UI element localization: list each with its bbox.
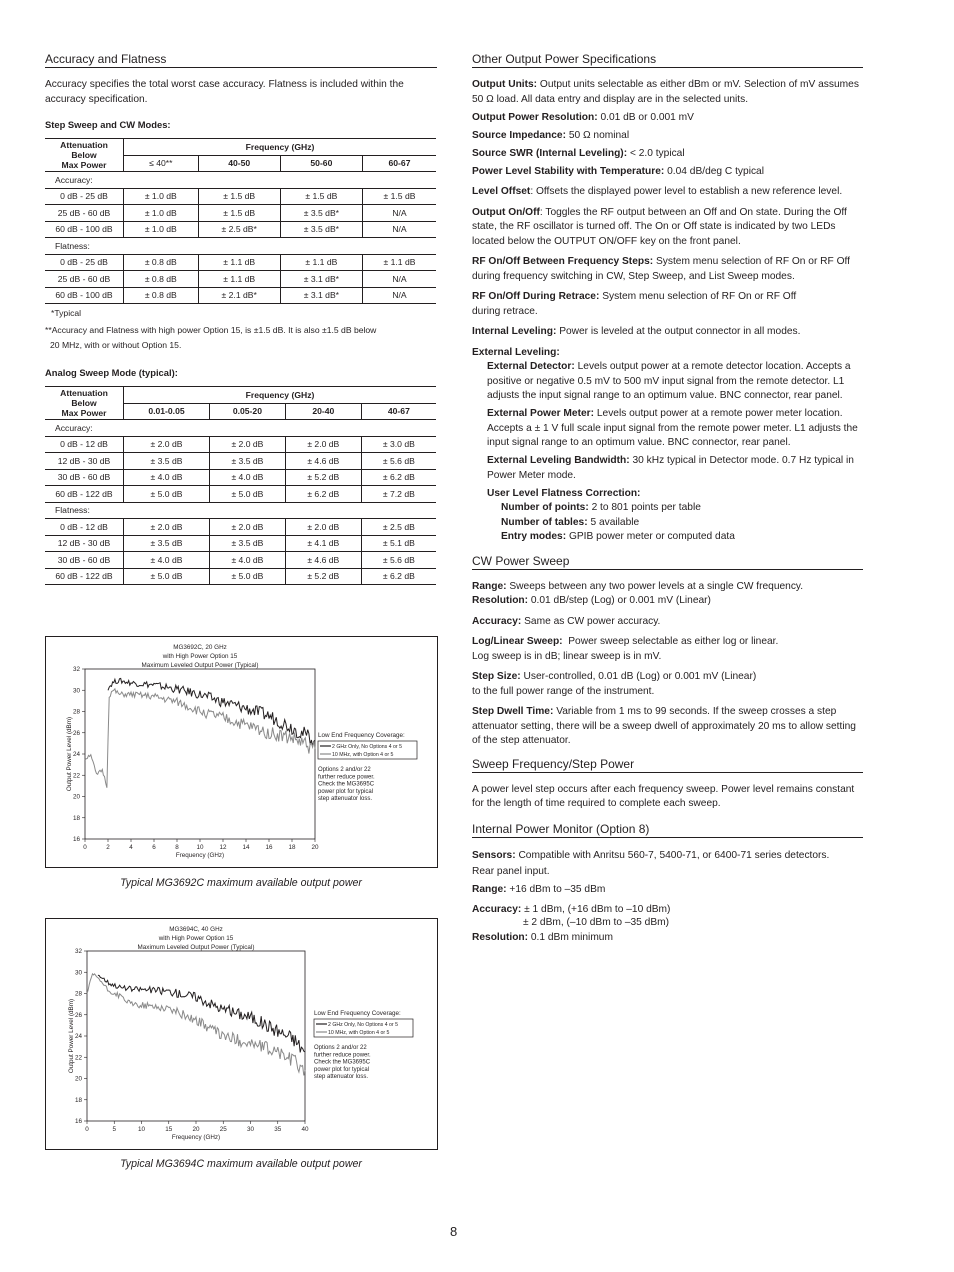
x-tick-label: 4 bbox=[129, 844, 133, 851]
note-double-star: **Accuracy and Flatness with high power Option 15, is ±1.5 dB. It is also ±1.5 dB below 20 MHz, with or without Option 15. bbox=[45, 325, 377, 350]
table-cell: N/A bbox=[362, 287, 436, 304]
other-output-heading: Other Output Power Specifications bbox=[472, 52, 863, 68]
table-cell: ± 5.0 dB bbox=[124, 486, 210, 503]
group-label: Flatness: bbox=[45, 502, 436, 519]
left-column bbox=[45, 52, 437, 585]
y-tick-label: 22 bbox=[72, 772, 80, 780]
external-leveling-label: External Leveling: bbox=[472, 346, 560, 358]
table-cell: ± 5.6 dB bbox=[361, 453, 436, 470]
col-header: 40-50 bbox=[198, 155, 280, 172]
table-row bbox=[45, 535, 436, 552]
power-monitor-heading: Internal Power Monitor (Option 8) bbox=[472, 822, 863, 838]
table-row bbox=[45, 519, 436, 536]
y-tick-label: 26 bbox=[72, 729, 80, 737]
cw-power-sweep-heading: CW Power Sweep bbox=[472, 554, 863, 570]
external-detector: External Detector: Levels output power at a remote detector location. Accepts a positive or negative 0.5 mV to 500 mV input signal from the remote detector. L1 adjusts the input signal range to an optimum value. BNC connector, rear panel. bbox=[487, 361, 851, 401]
table-row bbox=[45, 469, 436, 486]
chart-note-line: Check the MG3695C bbox=[314, 1059, 371, 1066]
y-tick-label: 24 bbox=[72, 751, 80, 758]
accuracy-intro: Accuracy specifies the total worst case accuracy. Flatness is included within the accuracy specification. bbox=[45, 79, 404, 105]
chart-title-line: Maximum Leveled Output Power (Typical) bbox=[141, 662, 259, 669]
y-tick-label: 26 bbox=[74, 1011, 82, 1019]
group-label: Flatness: bbox=[45, 238, 436, 255]
cw-resolution: Resolution: 0.01 dB/step (Log) or 0.001 mV (Linear) bbox=[472, 595, 711, 606]
col-header: 60-67 bbox=[362, 155, 436, 172]
level-offset: Level Offset: Offsets the displayed power level to establish a new reference level. bbox=[472, 186, 843, 197]
step-sweep-heading: Step Sweep and CW Modes: bbox=[45, 119, 171, 130]
chart-note-line: step attenuator loss. bbox=[314, 1074, 369, 1081]
col-header: ≤ 40** bbox=[124, 155, 199, 172]
chart-mg3692c-svg bbox=[46, 637, 437, 867]
table-cell: ± 2.5 dB* bbox=[198, 221, 280, 238]
x-tick-label: 15 bbox=[165, 1126, 173, 1133]
x-tick-label: 12 bbox=[219, 844, 227, 851]
row-label: 0 dB - 12 dB bbox=[45, 436, 124, 453]
source-impedance: Source Impedance: 50 Ω nominal bbox=[472, 129, 630, 141]
table-cell: ± 2.0 dB bbox=[124, 519, 210, 536]
legend-item: 2 GHz Only, No Options 4 or 5 bbox=[328, 1022, 398, 1028]
row-label: 12 dB - 30 dB bbox=[45, 535, 124, 552]
x-tick-label: 14 bbox=[242, 844, 250, 851]
row-label: 0 dB - 12 dB bbox=[45, 519, 124, 536]
table-cell: ± 1.5 dB bbox=[198, 188, 280, 205]
sweep-frequency-text: A power level step occurs after each frequency sweep. Power level remains constant for the length of time required to complete each sweep. bbox=[472, 783, 855, 809]
table-cell: ± 3.1 dB* bbox=[280, 287, 362, 304]
x-tick-label: 20 bbox=[192, 1126, 200, 1133]
row-label: 30 dB - 60 dB bbox=[45, 552, 124, 569]
series-line-0 bbox=[98, 975, 305, 1052]
table-row bbox=[45, 205, 436, 222]
y-tick-label: 16 bbox=[72, 836, 80, 843]
table-cell: N/A bbox=[362, 271, 436, 288]
table-row bbox=[45, 271, 436, 288]
table-cell: ± 5.0 dB bbox=[209, 568, 285, 585]
accuracy-heading: Accuracy and Flatness bbox=[45, 52, 437, 68]
table-row bbox=[45, 436, 436, 453]
analog-sweep-table bbox=[45, 386, 436, 585]
y-tick-label: 32 bbox=[74, 948, 82, 955]
legend-title: Low End Frequency Coverage: bbox=[314, 1010, 401, 1017]
right-column bbox=[472, 52, 863, 949]
table-cell: ± 2.0 dB bbox=[285, 519, 361, 536]
chart-note-line: power plot for typical bbox=[314, 1066, 370, 1073]
sweep-frequency-heading: Sweep Frequency/Step Power bbox=[472, 757, 863, 773]
y-tick-label: 28 bbox=[72, 708, 80, 716]
step-dwell-time: Step Dwell Time: Variable from 1 ms to 99 seconds. If the sweep crosses a step attenuator setting, there will be a sweep dwell of approximately 20 ms to allow setting of the step attenuator. bbox=[472, 706, 856, 746]
y-tick-label: 30 bbox=[74, 969, 82, 977]
x-axis-label: Frequency (GHz) bbox=[171, 1134, 221, 1141]
x-axis-label: Frequency (GHz) bbox=[175, 852, 225, 859]
number-of-points: Number of points: 2 to 801 points per table bbox=[501, 502, 701, 513]
plot-frame bbox=[87, 951, 305, 1121]
table-cell: ± 2.0 dB bbox=[285, 436, 361, 453]
source-swr: Source SWR (Internal Leveling): < 2.0 typical bbox=[472, 147, 685, 159]
table-cell: ± 4.0 dB bbox=[209, 469, 285, 486]
table-cell: ± 5.0 dB bbox=[209, 486, 285, 503]
col-header: 20-40 bbox=[285, 403, 361, 420]
table-cell: ± 3.1 dB* bbox=[280, 271, 362, 288]
table-cell: ± 4.6 dB bbox=[285, 453, 361, 470]
table-cell: ± 0.8 dB bbox=[124, 271, 199, 288]
col-header: 50-60 bbox=[280, 155, 362, 172]
table-cell: ± 4.0 dB bbox=[124, 469, 210, 486]
group-label: Accuracy: bbox=[45, 172, 436, 189]
x-tick-label: 25 bbox=[219, 1126, 227, 1133]
group-label: Accuracy: bbox=[45, 420, 436, 437]
x-tick-label: 10 bbox=[137, 1126, 146, 1133]
row-label: 60 dB - 100 dB bbox=[45, 221, 124, 238]
external-leveling-bandwidth: External Leveling Bandwidth: 30 kHz typical in Detector mode. 0.7 Hz typical in Power Meter mode. bbox=[487, 455, 854, 481]
chart-note-line: Options 2 and/or 22 bbox=[314, 1045, 367, 1051]
output-resolution: Output Power Resolution: 0.01 dB or 0.001 mV bbox=[472, 111, 694, 123]
table-cell: ± 2.0 dB bbox=[209, 519, 285, 536]
legend-title: Low End Frequency Coverage: bbox=[318, 732, 405, 739]
y-axis-label: Output Power Level (dBm) bbox=[66, 716, 73, 792]
table-cell: ± 6.2 dB bbox=[361, 469, 436, 486]
chart-title-line: MG3692C, 20 GHz bbox=[173, 644, 227, 651]
table-cell: ± 4.6 dB bbox=[285, 552, 361, 569]
table-row bbox=[45, 552, 436, 569]
page-number: 8 bbox=[450, 1224, 458, 1239]
table-cell: ± 3.0 dB bbox=[361, 436, 436, 453]
chart-note-line: Check the MG3695C bbox=[318, 781, 375, 788]
y-tick-label: 24 bbox=[74, 1033, 82, 1040]
analog-sweep-heading: Analog Sweep Mode (typical): bbox=[45, 367, 178, 378]
table-cell: ± 4.0 dB bbox=[209, 552, 285, 569]
table-cell: ± 3.5 dB* bbox=[280, 205, 362, 222]
table-cell: ± 7.2 dB bbox=[361, 486, 436, 503]
caption-mg3694c: Typical MG3694C maximum available output power bbox=[120, 1158, 362, 1170]
col-header: 40-67 bbox=[361, 403, 436, 420]
x-tick-label: 40 bbox=[301, 1126, 309, 1133]
table-cell: ± 1.0 dB bbox=[124, 188, 199, 205]
row-label: 60 dB - 122 dB bbox=[45, 568, 124, 585]
entry-modes: Entry modes: GPIB power meter or computed data bbox=[501, 531, 735, 542]
table-cell: ± 2.0 dB bbox=[124, 436, 210, 453]
log-linear-sweep: Log/Linear Sweep: Power sweep selectable as either log or linear. Log sweep is in dB; linear sweep is in mV. bbox=[472, 636, 779, 662]
monitor-accuracy: Accuracy: ± 1 dBm, (+16 dBm to –10 dBm) ± 2 dBm, (–10 dBm to –35 dBm) bbox=[472, 903, 671, 928]
internal-leveling: Internal Leveling: Power is leveled at the output connector in all modes. bbox=[472, 326, 801, 337]
table-cell: ± 3.5 dB bbox=[124, 535, 210, 552]
chart-note-line: Options 2 and/or 22 bbox=[318, 767, 371, 773]
table-row bbox=[45, 221, 436, 238]
legend-item: 10 MHz, with Option 4 or 5 bbox=[328, 1030, 390, 1036]
chart-mg3692c bbox=[45, 636, 438, 868]
table-row bbox=[45, 486, 436, 503]
table-cell: ± 3.5 dB bbox=[209, 453, 285, 470]
chart-note-line: further reduce power. bbox=[318, 774, 375, 781]
y-tick-label: 32 bbox=[72, 666, 80, 673]
chart-note-line: further reduce power. bbox=[314, 1052, 371, 1059]
step-size: Step Size: User-controlled, 0.01 dB (Log) or 0.001 mV (Linear) to the full power range of the instrument. bbox=[472, 671, 757, 697]
external-power-meter: External Power Meter: Levels output power at a remote power meter location. Accepts a ± 1 V full scale input signal from the remote power meter. L1 adjusts the input signal range to an optimum value. BNC connector, rear panel. bbox=[487, 408, 858, 448]
x-tick-label: 35 bbox=[274, 1126, 282, 1133]
y-tick-label: 18 bbox=[72, 814, 80, 822]
rf-onoff-steps: RF On/Off Between Frequency Steps: System menu selection of RF On or RF Off during frequency switching in CW, Step Sweep, and List Sweep modes. bbox=[472, 256, 850, 282]
row-label: 60 dB - 100 dB bbox=[45, 287, 124, 304]
table-cell: ± 5.6 dB bbox=[361, 552, 436, 569]
row-label: 0 dB - 25 dB bbox=[45, 254, 124, 271]
x-tick-label: 20 bbox=[311, 844, 319, 851]
table-cell: ± 1.0 dB bbox=[124, 205, 199, 222]
y-tick-label: 20 bbox=[72, 793, 80, 801]
table-row bbox=[45, 453, 436, 470]
table-cell: ± 2.1 dB* bbox=[198, 287, 280, 304]
attenuation-header: Attenuation Below Max Power bbox=[45, 387, 124, 420]
row-label: 12 dB - 30 dB bbox=[45, 453, 124, 470]
row-label: 0 dB - 25 dB bbox=[45, 188, 124, 205]
x-tick-label: 18 bbox=[288, 844, 296, 851]
table-row bbox=[45, 188, 436, 205]
monitor-resolution: Resolution: 0.1 dBm minimum bbox=[472, 931, 613, 943]
series-line-1 bbox=[87, 974, 305, 1076]
legend-item: 10 MHz, with Option 4 or 5 bbox=[332, 752, 394, 758]
frequency-header: Frequency (GHz) bbox=[124, 139, 437, 156]
row-label: 30 dB - 60 dB bbox=[45, 469, 124, 486]
row-label: 25 dB - 60 dB bbox=[45, 205, 124, 222]
note-typical: *Typical bbox=[51, 308, 82, 318]
x-tick-label: 10 bbox=[196, 844, 204, 851]
table-cell: N/A bbox=[362, 205, 436, 222]
rf-onoff-retrace: RF On/Off During Retrace: System menu selection of RF On or RF Off during retrace. bbox=[472, 291, 797, 317]
legend-item: 2 GHz Only, No Options 4 or 5 bbox=[332, 744, 402, 750]
chart-mg3694c-svg bbox=[46, 919, 437, 1149]
monitor-range: Range: +16 dBm to –35 dBm bbox=[472, 884, 606, 895]
table-cell: ± 1.5 dB bbox=[198, 205, 280, 222]
table-cell: ± 5.2 dB bbox=[285, 469, 361, 486]
x-tick-label: 2 bbox=[106, 844, 110, 851]
cw-accuracy: Accuracy: Same as CW power accuracy. bbox=[472, 615, 661, 627]
chart-title-line: Maximum Leveled Output Power (Typical) bbox=[137, 944, 255, 951]
x-tick-label: 5 bbox=[112, 1126, 117, 1133]
table-cell: ± 4.0 dB bbox=[124, 552, 210, 569]
power-stability: Power Level Stability with Temperature: 0.04 dB/deg C typical bbox=[472, 165, 764, 177]
table-cell: ± 5.0 dB bbox=[124, 568, 210, 585]
table-cell: ± 3.5 dB* bbox=[280, 221, 362, 238]
table-cell: ± 1.0 dB bbox=[124, 221, 199, 238]
number-of-tables: Number of tables: 5 available bbox=[501, 516, 640, 528]
chart-mg3694c bbox=[45, 918, 438, 1150]
table-row bbox=[45, 254, 436, 271]
x-tick-label: 16 bbox=[265, 844, 273, 851]
series-line-0 bbox=[108, 678, 315, 746]
chart-note-line: step attenuator loss. bbox=[318, 796, 373, 803]
x-tick-label: 0 bbox=[83, 844, 87, 851]
table-cell: ± 1.1 dB bbox=[362, 254, 436, 271]
chart-title-line: with High Power Option 15 bbox=[158, 935, 234, 942]
step-sweep-table bbox=[45, 138, 436, 304]
y-tick-label: 28 bbox=[74, 990, 82, 998]
cw-range: Range: Sweeps between any two power levels at a single CW frequency. bbox=[472, 580, 804, 592]
table-cell: ± 1.1 dB bbox=[198, 271, 280, 288]
row-label: 60 dB - 122 dB bbox=[45, 486, 124, 503]
table-cell: ± 4.1 dB bbox=[285, 535, 361, 552]
table-cell: ± 5.2 dB bbox=[285, 568, 361, 585]
col-header: 0.01-0.05 bbox=[124, 403, 210, 420]
x-tick-label: 0 bbox=[85, 1126, 89, 1133]
table-cell: ± 6.2 dB bbox=[285, 486, 361, 503]
sensors: Sensors: Compatible with Anritsu 560-7, 5400-71, or 6400-71 series detectors. Rear panel input. bbox=[472, 849, 830, 877]
y-tick-label: 30 bbox=[72, 687, 80, 695]
output-units: Output Units: Output units selectable as either dBm or mV. Selection of mV assumes 50 Ω load. All data entry and display are in the selected units. bbox=[472, 79, 859, 105]
table-cell: ± 2.0 dB bbox=[209, 436, 285, 453]
table-cell: ± 3.5 dB bbox=[209, 535, 285, 552]
y-tick-label: 18 bbox=[74, 1096, 82, 1104]
table-cell: ± 1.1 dB bbox=[198, 254, 280, 271]
table-cell: ± 1.5 dB bbox=[280, 188, 362, 205]
series-line-1 bbox=[85, 689, 315, 788]
output-onoff: Output On/Off: Toggles the RF output between an Off and On state. During the Off state, the RF oscillator is turned off. The On or Off state is indicated by two LEDs located below the OUTPUT ON/OFF key on the front panel. bbox=[472, 206, 847, 247]
attenuation-header: Attenuation Below Max Power bbox=[45, 139, 124, 172]
y-axis-label: Output Power Level (dBm) bbox=[68, 998, 75, 1074]
table-cell: ± 1.1 dB bbox=[280, 254, 362, 271]
y-tick-label: 16 bbox=[74, 1118, 82, 1125]
chart-title-line: MG3694C, 40 GHz bbox=[169, 926, 223, 933]
x-tick-label: 30 bbox=[246, 1126, 255, 1133]
row-label: 25 dB - 60 dB bbox=[45, 271, 124, 288]
y-tick-label: 22 bbox=[74, 1054, 82, 1062]
table-cell: ± 3.5 dB bbox=[124, 453, 210, 470]
table-cell: ± 0.8 dB bbox=[124, 287, 199, 304]
x-tick-label: 6 bbox=[152, 844, 156, 851]
x-tick-label: 8 bbox=[175, 844, 179, 851]
user-flatness-label: User Level Flatness Correction: bbox=[487, 487, 641, 499]
col-header: 0.05-20 bbox=[209, 403, 285, 420]
table-cell: ± 0.8 dB bbox=[124, 254, 199, 271]
table-cell: ± 1.5 dB bbox=[362, 188, 436, 205]
table-cell: ± 2.5 dB bbox=[361, 519, 436, 536]
table-cell: ± 6.2 dB bbox=[361, 568, 436, 585]
table-cell: ± 5.1 dB bbox=[361, 535, 436, 552]
frequency-header: Frequency (GHz) bbox=[124, 387, 437, 404]
table-cell: N/A bbox=[362, 221, 436, 238]
table-row bbox=[45, 287, 436, 304]
caption-mg3692c: Typical MG3692C maximum available output power bbox=[120, 877, 362, 889]
table-row bbox=[45, 568, 436, 585]
chart-note-line: power plot for typical bbox=[318, 788, 374, 795]
chart-title-line: with High Power Option 15 bbox=[162, 653, 238, 660]
y-tick-label: 20 bbox=[74, 1075, 82, 1083]
